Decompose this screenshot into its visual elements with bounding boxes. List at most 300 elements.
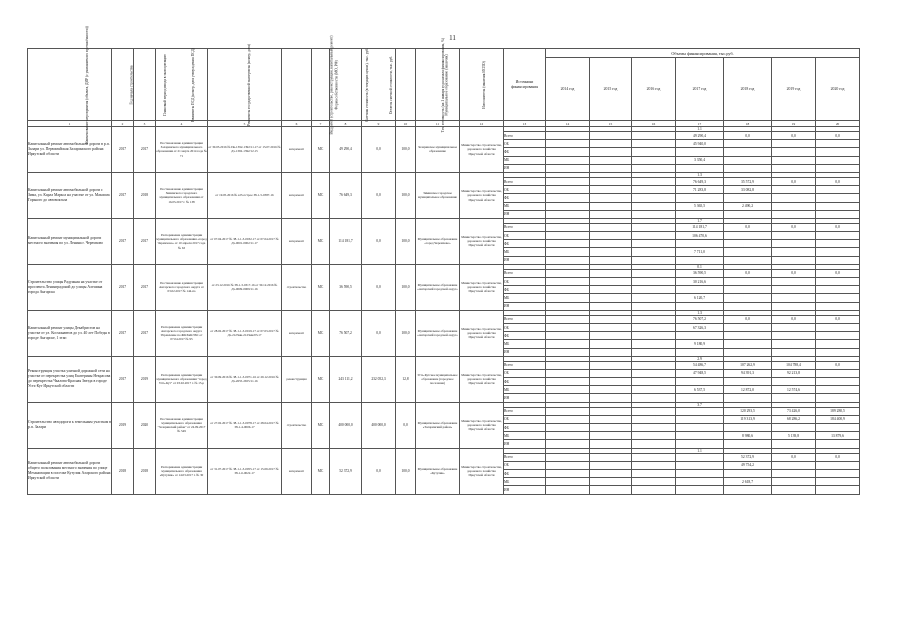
readiness: 0,0 (396, 402, 416, 448)
funding-value (772, 294, 816, 302)
header-volume: Объемы финансирования, тыс.руб. (546, 49, 860, 58)
row-index-label: 0.1 (676, 264, 724, 269)
funding-value: 3 350,4 (676, 156, 724, 164)
funding-value (724, 278, 772, 286)
funding-value (546, 486, 590, 494)
funding-value: 106 470,6 (676, 232, 724, 240)
funding-value: 0,0 (816, 269, 860, 277)
funding-value: 6 120,7 (676, 294, 724, 302)
column-number: 10 (396, 121, 416, 127)
column-number: 18 (724, 121, 772, 127)
estimate-cost: 76 507,2 (330, 310, 362, 356)
funding-value (590, 378, 632, 386)
funding-value: 36 590,5 (676, 269, 724, 277)
funding-value: 73 426,0 (772, 407, 816, 415)
funding-value (590, 415, 632, 423)
column-number: 7 (312, 121, 330, 127)
funding-value (724, 140, 772, 148)
funding-value: 114 181,7 (676, 223, 724, 231)
funding-value (546, 440, 590, 448)
funding-value (772, 440, 816, 448)
expertise: от 28.02.2017 № 38-1-1-3-0019-17 от 07.03.2017 № Дз-2123мн-2123мн/03.17 (208, 310, 282, 356)
source-label: ИН (504, 440, 546, 448)
funding-value (546, 256, 590, 264)
funding-value (816, 156, 860, 164)
object-name: Реконструкция участка уличной дорожной сети на участке от перекрестка улиц Екатерины Некрасова до перекрестка Чкалова-Красная Звезда в городе Усть-Кут Иркутской области (28, 356, 112, 402)
funding-value: 0,0 (816, 361, 860, 369)
funding-value (546, 248, 590, 256)
funding-value (590, 315, 632, 323)
funding-value (546, 407, 590, 415)
column-number: 20 (816, 121, 860, 127)
funding-value: 30 216,6 (676, 278, 724, 286)
executor: Министерство строительства, дорожного хозяйства Иркутской области (460, 172, 504, 218)
funding-value: 0,0 (816, 453, 860, 461)
header-source: Источники финансирования (504, 49, 546, 121)
source-label: ФБ (504, 286, 546, 294)
funding-value (816, 164, 860, 172)
funding-value (632, 432, 676, 440)
funding-value (590, 186, 632, 194)
table-body (28, 127, 860, 495)
column-number: 14 (546, 121, 590, 127)
executor: Министерство строительства, дорожного хозяйства Иркутской области (460, 402, 504, 448)
funding-value (546, 348, 590, 356)
funding-value: 0,0 (772, 223, 816, 231)
funding-value (632, 378, 676, 386)
customer: Муниципальное образование «Заларинский район» (416, 402, 460, 448)
header-year-2015: 2015 год (590, 58, 632, 121)
start-year: 2019 (112, 402, 134, 448)
source-label: ОБ (504, 415, 546, 423)
funding-value (772, 486, 816, 494)
readiness: 100,0 (396, 448, 416, 494)
funding-value (772, 202, 816, 210)
funding-value (724, 469, 772, 477)
funding-value: 0,0 (772, 315, 816, 323)
funding-value (676, 432, 724, 440)
funding-value (632, 132, 676, 140)
decree: Распоряжение администрации муниципального образования «Кутулик» от 14.03.2017 г. № 30 (156, 448, 208, 494)
funding-value (590, 432, 632, 440)
source-label: МБ (504, 386, 546, 394)
source-label: ОБ (504, 140, 546, 148)
funding-value: 45 940,0 (676, 140, 724, 148)
funding-value (816, 194, 860, 202)
readiness: 100,0 (396, 172, 416, 218)
funding-value (590, 210, 632, 218)
funding-value (546, 148, 590, 156)
funding-value (816, 140, 860, 148)
funding-value (772, 278, 816, 286)
funding-value (816, 469, 860, 477)
funding-value (546, 132, 590, 140)
row-index-label: 1.1 (676, 127, 724, 132)
funding-value (816, 232, 860, 240)
funding-value (772, 348, 816, 356)
header-form: Форма собственности (МО, РФ) (312, 49, 330, 121)
source-label: МБ (504, 432, 546, 440)
ownership-form: МС (312, 310, 330, 356)
header-expertise: Реквизиты государственной экспертизы (номер, дата) (208, 49, 282, 121)
start-year: 2017 (112, 356, 134, 402)
source-label: Всего (504, 269, 546, 277)
funding-value (676, 210, 724, 218)
funding-value (546, 194, 590, 202)
expertise: от 23.12.2016 № 38-1-3-0317-16 от 30.12.2016 № Дз-0009-0009/11.16 (208, 264, 282, 310)
work-type: строительство (282, 402, 312, 448)
source-label: ФБ (504, 424, 546, 432)
estimate-cost: 114 181,7 (330, 218, 362, 264)
remaining-cost: 0,0 (362, 448, 396, 494)
funding-value: 0,0 (724, 315, 772, 323)
funding-value (816, 286, 860, 294)
header-year-2016: 2016 год (632, 58, 676, 121)
funding-value (546, 186, 590, 194)
funding-value (590, 194, 632, 202)
funding-value (632, 361, 676, 369)
column-number: 5 (208, 121, 282, 127)
source-label: МБ (504, 478, 546, 486)
funding-value (772, 140, 816, 148)
funding-value (816, 340, 860, 348)
object-name: Строительство улицы Радужная на участке от проспекта Ленинградский до улицы Алешина города Ангарска (28, 264, 112, 310)
funding-value (632, 177, 676, 185)
header-year-2014: 2014 год (546, 58, 590, 121)
expertise: от 07.04.2017 № 38-1-1-3-0032-17 от 07.04.2017 № Дз-0001-0002/11.17 (208, 218, 282, 264)
funding-value (816, 461, 860, 469)
customer: Муниципальное образование «Кутулик» (416, 448, 460, 494)
funding-value (546, 340, 590, 348)
funding-value: 104 788,4 (772, 361, 816, 369)
object-name: Капитальный ремонт улицы Декабристов на участке от ул. Космонавтов до ул. 40 лет Победы в городе Ангарске, 1 этап (28, 310, 112, 356)
funding-value (632, 453, 676, 461)
funding-value: 0,0 (772, 132, 816, 140)
readiness: 100,0 (396, 127, 416, 173)
funding-value (632, 294, 676, 302)
ownership-form: МС (312, 127, 330, 173)
funding-value (590, 132, 632, 140)
funding-value (632, 240, 676, 248)
start-year: 2017 (112, 310, 134, 356)
remaining-cost: 400 000,0 (362, 402, 396, 448)
funding-value (632, 440, 676, 448)
funding-value (816, 294, 860, 302)
funding-value (590, 202, 632, 210)
funding-value (676, 302, 724, 310)
column-number: 19 (772, 121, 816, 127)
funding-value: 67 326,3 (676, 323, 724, 331)
funding-value (676, 256, 724, 264)
funding-value: 33 082,8 (724, 186, 772, 194)
ownership-form: МС (312, 402, 330, 448)
source-label: МБ (504, 202, 546, 210)
header-estimate: Сметная стоимость (в текущих ценах), тыс. руб. (330, 49, 362, 121)
funding-value (772, 394, 816, 402)
funding-value (590, 164, 632, 172)
funding-value (772, 210, 816, 218)
column-number: 11 (416, 121, 460, 127)
funding-value: 0,0 (772, 177, 816, 185)
funding-value (772, 478, 816, 486)
funding-value: 119 313,9 (724, 415, 772, 423)
funding-value (590, 348, 632, 356)
funding-value (772, 323, 816, 331)
funding-value (676, 461, 724, 469)
funding-value (816, 323, 860, 331)
header-name: Наименование мероприятия (объекта, ДИР (с указанием их протяжённости)) (28, 49, 112, 121)
source-label: Всего (504, 361, 546, 369)
funding-value (816, 240, 860, 248)
funding-value: 2 618,7 (724, 478, 772, 486)
source-label: ФБ (504, 194, 546, 202)
estimate-cost: 243 111,2 (330, 356, 362, 402)
end-year: 2020 (134, 402, 156, 448)
funding-value (816, 478, 860, 486)
source-label: ОБ (504, 323, 546, 331)
funding-value: 0,0 (772, 453, 816, 461)
source-label: МБ (504, 248, 546, 256)
funding-value (676, 407, 724, 415)
decree: Распоряжение администрации Ангарского городского округа Управление по ЖКХиКЭХС от 07.04.2017 № 95 (156, 310, 208, 356)
expertise: от 30.03.2016 № Пв-1392-1392/11.17 от 15.07.2016 № Дз-1392-1392/12.15 (208, 127, 282, 173)
funding-value (546, 361, 590, 369)
funding-value (816, 369, 860, 377)
funding-value (546, 177, 590, 185)
funding-value: 0,0 (816, 315, 860, 323)
funding-value (724, 394, 772, 402)
source-label: ИН (504, 302, 546, 310)
header-customer: Муниципальное образование (заказчик) (416, 49, 460, 121)
header-executor: Исполнитель (заказчик ИСПО) (460, 49, 504, 121)
remaining-cost: 232 052,3 (362, 356, 396, 402)
object-name: Капитальный ремонт автомобильной дороги г. Зима, ул. Карла Маркса на участке от ул. Максима Горького до автовокзала (28, 172, 112, 218)
funding-value (590, 453, 632, 461)
source-label: Всего (504, 177, 546, 185)
funding-value (590, 340, 632, 348)
funding-value: 8 980,6 (724, 432, 772, 440)
funding-value (632, 156, 676, 164)
executor: Министерство строительства, дорожного хозяйства Иркутской области (460, 218, 504, 264)
funding-value (816, 378, 860, 386)
funding-value (546, 478, 590, 486)
funding-value (590, 294, 632, 302)
customer: Муниципальное образование «город Черемхово» (416, 218, 460, 264)
estimate-cost: 49 290,4 (330, 127, 362, 173)
decree: Постановление администрации муниципального образования "Заларинский район" от 24.09.2017 № 549 (156, 402, 208, 448)
funding-value (816, 348, 860, 356)
header-year-2020: 2020 год (816, 58, 860, 121)
funding-value (632, 348, 676, 356)
funding-value: 68 286,2 (772, 415, 816, 423)
funding-value (632, 386, 676, 394)
column-number: 6 (282, 121, 312, 127)
funding-value (590, 302, 632, 310)
funding-value: 0,0 (816, 223, 860, 231)
column-number: 15 (590, 121, 632, 127)
funding-value (546, 415, 590, 423)
funding-value (816, 440, 860, 448)
column-number: 17 (676, 121, 724, 127)
funding-value (632, 210, 676, 218)
source-label: Всего (504, 132, 546, 140)
funding-value (724, 348, 772, 356)
funding-value (632, 256, 676, 264)
funding-value (632, 315, 676, 323)
source-label: ИН (504, 256, 546, 264)
funding-value (772, 286, 816, 294)
funding-value (632, 407, 676, 415)
column-number: 3 (134, 121, 156, 127)
decree: Постановление администрации Зиминского городского муниципального образования от 16.03.2017 г. № 138 (156, 172, 208, 218)
funding-value (590, 394, 632, 402)
page-number: 11 (449, 34, 456, 42)
source-label: ФБ (504, 148, 546, 156)
funding-value (632, 194, 676, 202)
funding-value (676, 486, 724, 494)
funding-value (590, 361, 632, 369)
expertise: от 30.09.2016 № 38-1-1-3-0071-16 от 29.12.2016 № Дз-2655-2655/11.16 (208, 356, 282, 402)
source-label: ИН (504, 486, 546, 494)
funding-value (772, 148, 816, 156)
decree: Распоряжение администрации муниципального образования «город Черемхово» от 10 апреля 2017 года № 63 (156, 218, 208, 264)
funding-value (546, 278, 590, 286)
funding-value: 189 280,5 (816, 407, 860, 415)
funding-value (724, 164, 772, 172)
funding-value: 12 872,0 (724, 386, 772, 394)
funding-value: 0,0 (772, 269, 816, 277)
funding-value (546, 164, 590, 172)
funding-value (546, 394, 590, 402)
decree: Распоряжение администрации муниципального образования "город Усть-Кут" от 03.02.2017 г. № 15-р (156, 356, 208, 402)
funding-value (590, 140, 632, 148)
funding-value: 9 180,9 (676, 340, 724, 348)
funding-value (546, 386, 590, 394)
funding-value (632, 232, 676, 240)
funding-value (724, 286, 772, 294)
column-number: 4 (156, 121, 208, 127)
funding-value (632, 164, 676, 172)
funding-value (590, 440, 632, 448)
funding-value (676, 286, 724, 294)
funding-value (676, 415, 724, 423)
funding-value (546, 332, 590, 340)
header-readiness: Тех. готовность (на 1 января года начала финансирования, %) (396, 49, 416, 121)
end-year: 2018 (134, 448, 156, 494)
funding-value (546, 286, 590, 294)
funding-value (816, 202, 860, 210)
start-year: 2017 (112, 172, 134, 218)
readiness: 100,0 (396, 218, 416, 264)
funding-value (724, 294, 772, 302)
funding-value (772, 186, 816, 194)
expertise: от 27.02.2017 № 38-1-1-3-0078-17 от 28.04.2017 № 38-1-4-0006-17 (208, 402, 282, 448)
expertise: от 31.07.2017 № 38-1-1-3-0055-17 от 15.09.2017 № 38-1-6-0022-17 (208, 448, 282, 494)
funding-value (816, 302, 860, 310)
funding-value (546, 202, 590, 210)
funding-value (590, 278, 632, 286)
funding-value: 0,0 (724, 269, 772, 277)
funding-value (590, 177, 632, 185)
executor: Министерство строительства, дорожного хозяйства Иркутской области (460, 448, 504, 494)
column-number: 16 (632, 121, 676, 127)
ownership-form: МС (312, 218, 330, 264)
column-number: 9 (362, 121, 396, 127)
funding-value (676, 348, 724, 356)
funding-value (590, 486, 632, 494)
funding-value (724, 240, 772, 248)
funding-value (590, 323, 632, 331)
funding-value (632, 478, 676, 486)
ownership-form: МС (312, 448, 330, 494)
end-year: 2017 (134, 127, 156, 173)
funding-value: 12 574,6 (772, 386, 816, 394)
funding-value: 0,0 (724, 132, 772, 140)
column-number: 8 (330, 121, 362, 127)
work-type: кап.ремонт (282, 218, 312, 264)
funding-value (772, 256, 816, 264)
source-label: ИН (504, 348, 546, 356)
funding-value (546, 302, 590, 310)
funding-value (632, 424, 676, 432)
financing-table (27, 25, 860, 495)
funding-value (632, 148, 676, 156)
column-number: 13 (504, 121, 546, 127)
funding-value (676, 478, 724, 486)
funding-value (546, 156, 590, 164)
funding-value (816, 424, 860, 432)
source-label: ИН (504, 164, 546, 172)
source-label: ОБ (504, 369, 546, 377)
funding-value: 7 711,0 (676, 248, 724, 256)
funding-value (816, 210, 860, 218)
funding-value (546, 315, 590, 323)
funding-value: 0,0 (816, 132, 860, 140)
funding-value (772, 340, 816, 348)
funding-value (676, 453, 724, 461)
funding-value (632, 340, 676, 348)
funding-value (590, 407, 632, 415)
funding-value: 54 486,7 (676, 361, 724, 369)
funding-value (816, 386, 860, 394)
funding-value (724, 424, 772, 432)
funding-value (590, 461, 632, 469)
readiness: 12,8 (396, 356, 416, 402)
funding-value (590, 332, 632, 340)
funding-value (546, 140, 590, 148)
remaining-cost: 0,0 (362, 264, 396, 310)
remaining-cost: 0,0 (362, 172, 396, 218)
funding-value (632, 248, 676, 256)
funding-value (632, 415, 676, 423)
funding-value (772, 194, 816, 202)
funding-value (590, 256, 632, 264)
work-type: реконструкция (282, 356, 312, 402)
decree: Постановление администрации Заларинского муниципального образования от 21 марта 2014 года № 71 (156, 127, 208, 173)
funding-value (676, 378, 724, 386)
funding-value (816, 256, 860, 264)
source-label: ОБ (504, 278, 546, 286)
funding-value: 49 290,4 (676, 132, 724, 140)
funding-value (590, 269, 632, 277)
work-type: кап.ремонт (282, 448, 312, 494)
source-label: МБ (504, 294, 546, 302)
column-number: 2 (112, 121, 134, 127)
funding-value (632, 302, 676, 310)
funding-value (772, 248, 816, 256)
readiness: 100,0 (396, 264, 416, 310)
end-year: 2017 (134, 264, 156, 310)
